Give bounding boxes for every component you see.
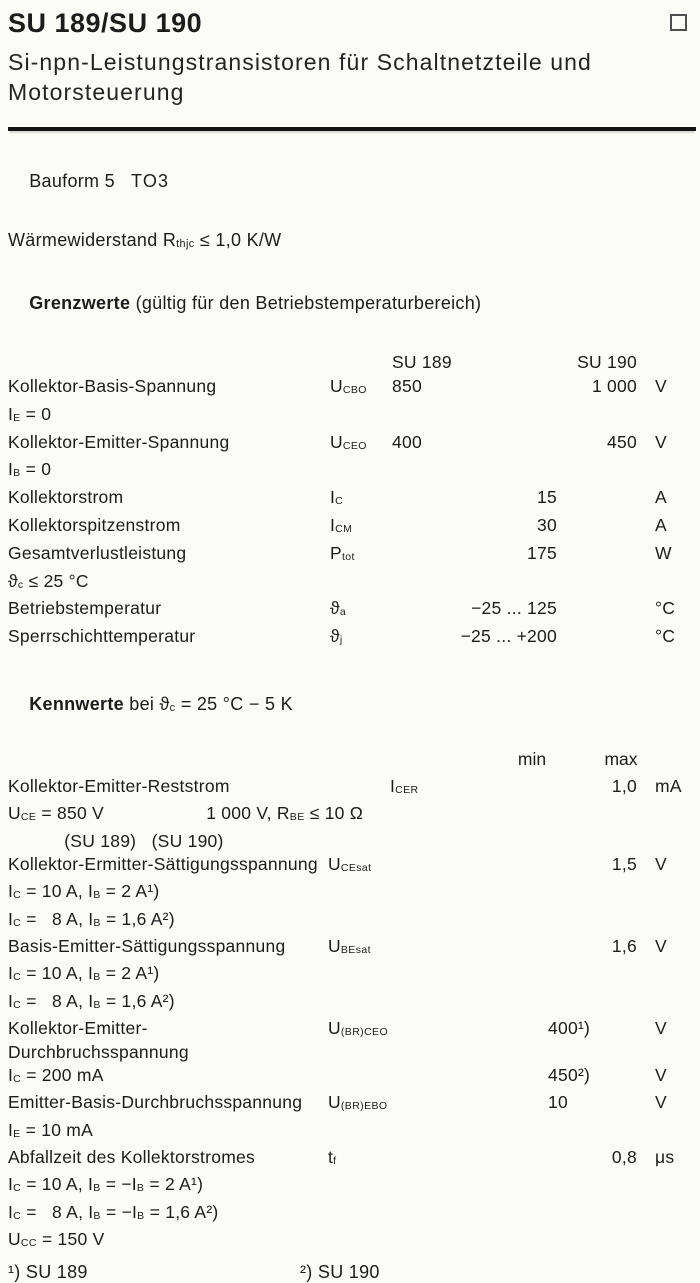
grenzwerte-heading-rest: (gültig für den Betriebstemperaturbereich) bbox=[130, 292, 482, 313]
condition-line: (SU 189) (SU 190) bbox=[8, 830, 224, 851]
param-symbol: U(BR)CEO bbox=[328, 1018, 389, 1039]
table-row bbox=[8, 775, 700, 802]
param-symbol: UCBO bbox=[330, 375, 367, 396]
unit: W bbox=[655, 542, 672, 563]
kennwerte-heading-bold: Kennwerte bbox=[29, 694, 124, 715]
unit: V bbox=[655, 375, 667, 396]
min-value: 450²) bbox=[548, 1065, 591, 1086]
condition-line: IC = 10 A, IB = 2 A¹) bbox=[8, 963, 160, 984]
column-max: max bbox=[604, 749, 638, 769]
unit: mA bbox=[655, 776, 682, 796]
column-su189: SU 189 bbox=[392, 351, 452, 372]
max-value: 1,0 bbox=[611, 776, 637, 796]
table-row bbox=[8, 596, 700, 624]
table-row bbox=[8, 624, 700, 652]
footnotes bbox=[8, 1261, 700, 1283]
param-label: Kollektorspitzenstrom bbox=[8, 515, 181, 535]
unit: V bbox=[655, 854, 667, 875]
table-row bbox=[8, 935, 700, 962]
param-symbol: UCEsat bbox=[328, 854, 372, 875]
footnote-su189: ¹) SU 189 bbox=[8, 1262, 88, 1283]
condition-line: IC = 8 A, IB = 1,6 A²) bbox=[8, 990, 175, 1011]
unit: V bbox=[655, 936, 667, 957]
kennwerte-heading-rest: bei ϑc = 25 °C − 5 K bbox=[123, 694, 293, 715]
min-max-header bbox=[8, 748, 700, 770]
value-su189: 850 bbox=[392, 375, 422, 396]
condition-line: UCC = 150 V bbox=[8, 1229, 105, 1250]
table-row bbox=[8, 1017, 700, 1064]
condition-line: IB = 0 bbox=[8, 459, 52, 480]
param-label: Kollektor-Ermitter-Sättigungsspannung bbox=[8, 854, 318, 875]
condition-line: IC = 10 A, IB = −IB = 2 A¹) bbox=[8, 1174, 204, 1195]
condition-line: IE = 0 bbox=[8, 403, 52, 424]
condition-line: IC = 200 mA bbox=[8, 1065, 104, 1086]
param-label: Abfallzeit des Kollektorstromes bbox=[8, 1147, 256, 1168]
bauform-line bbox=[8, 148, 700, 214]
param-symbol: UBEsat bbox=[328, 936, 371, 957]
footnote-su190: ²) SU 190 bbox=[300, 1262, 380, 1283]
table-row bbox=[8, 430, 700, 458]
param-label: Gesamtverlustleistung bbox=[8, 542, 187, 563]
param-label: Betriebstemperatur bbox=[8, 598, 162, 619]
bauform-label: Bauform 5 bbox=[29, 171, 115, 191]
grenzwerte-heading-bold: Grenzwerte bbox=[29, 292, 131, 313]
grenzwerte-heading bbox=[8, 270, 700, 336]
param-label: Basis-Emitter-Sättigungsspannung bbox=[8, 936, 286, 957]
max-value: 0,8 bbox=[611, 1147, 637, 1168]
param-symbol: IC bbox=[330, 487, 344, 508]
table-row bbox=[8, 1091, 700, 1118]
corner-checkbox-icon bbox=[670, 14, 687, 31]
unit: V bbox=[655, 431, 667, 452]
value-su190: 1 000 bbox=[591, 375, 637, 396]
param-symbol: ϑj bbox=[330, 626, 343, 647]
table-row bbox=[8, 374, 700, 402]
param-label: Kollektorstrom bbox=[8, 487, 124, 508]
condition-line: IC = 8 A, IB = 1,6 A²) bbox=[8, 908, 175, 929]
table-row bbox=[8, 1146, 700, 1173]
param-symbol: UCEO bbox=[330, 431, 367, 452]
value-su190: 450 bbox=[607, 431, 637, 452]
param-label: Kollektor-Basis-Spannung bbox=[8, 375, 217, 396]
param-label: Kollektor-Emitter-Reststrom bbox=[8, 776, 230, 796]
min-value: 10 bbox=[548, 1092, 568, 1113]
unit: A bbox=[655, 515, 667, 535]
param-symbol: ICM bbox=[330, 515, 353, 535]
unit: °C bbox=[655, 626, 676, 647]
condition-line: UCE = 850 V 1 000 V, RBE ≤ 10 Ω bbox=[8, 803, 364, 824]
unit: V bbox=[655, 1065, 667, 1086]
condition-line: IE = 10 mA bbox=[8, 1119, 94, 1140]
grenzwerte-column-header bbox=[8, 350, 700, 374]
table-row bbox=[8, 541, 700, 569]
table-row bbox=[8, 485, 700, 513]
column-su190: SU 190 bbox=[577, 351, 637, 372]
unit: V bbox=[655, 1092, 667, 1113]
condition-line: IC = 10 A, IB = 2 A¹) bbox=[8, 881, 160, 902]
param-label: Kollektor-Emitter-Spannung bbox=[8, 431, 230, 452]
condition-line: IC = 8 A, IB = −IB = 1,6 A²) bbox=[8, 1201, 219, 1222]
param-symbol: tf bbox=[328, 1147, 337, 1168]
param-label: Kollektor-Emitter-Durchbruchsspannung bbox=[8, 1018, 189, 1062]
value-common: 175 bbox=[527, 542, 557, 563]
condition-line: ϑc ≤ 25 °C bbox=[8, 570, 89, 591]
value-common: 30 bbox=[537, 515, 557, 535]
package-value: TO3 bbox=[130, 171, 170, 191]
value-range: −25 ... +200 bbox=[460, 626, 557, 647]
kennwerte-heading bbox=[8, 671, 700, 741]
table-row bbox=[8, 513, 700, 541]
value-common: 15 bbox=[537, 487, 557, 508]
unit: V bbox=[655, 1018, 667, 1039]
value-range: −25 ... 125 bbox=[471, 598, 557, 619]
param-symbol: ICER bbox=[390, 776, 419, 796]
divider-rule bbox=[8, 127, 696, 131]
grenzwerte-table bbox=[8, 350, 700, 652]
page-title: SU 189/SU 190 bbox=[8, 8, 203, 38]
unit: °C bbox=[655, 598, 676, 619]
thermal-resistance-line: Wärmewiderstand Rthjc ≤ 1,0 K/W bbox=[8, 230, 282, 250]
table-row bbox=[8, 1064, 700, 1091]
page-subtitle: Si-npn-Leistungstransistoren für Schaltnetzteile und Motorsteuerung bbox=[8, 49, 592, 105]
param-symbol: Ptot bbox=[330, 542, 355, 563]
unit: A bbox=[655, 487, 667, 508]
table-row bbox=[8, 853, 700, 880]
header bbox=[8, 8, 700, 40]
param-symbol: ϑa bbox=[330, 598, 347, 619]
unit: μs bbox=[655, 1147, 675, 1168]
min-value: 400¹) bbox=[548, 1018, 591, 1039]
value-su189: 400 bbox=[392, 431, 422, 452]
param-symbol: U(BR)EBO bbox=[328, 1092, 388, 1113]
param-label: Emitter-Basis-Durchbruchsspannung bbox=[8, 1092, 303, 1113]
column-min: min bbox=[517, 749, 547, 769]
kennwerte-table bbox=[8, 775, 700, 1255]
max-value: 1,6 bbox=[611, 936, 637, 957]
param-label: Sperrschichttemperatur bbox=[8, 626, 196, 647]
max-value: 1,5 bbox=[611, 854, 637, 875]
